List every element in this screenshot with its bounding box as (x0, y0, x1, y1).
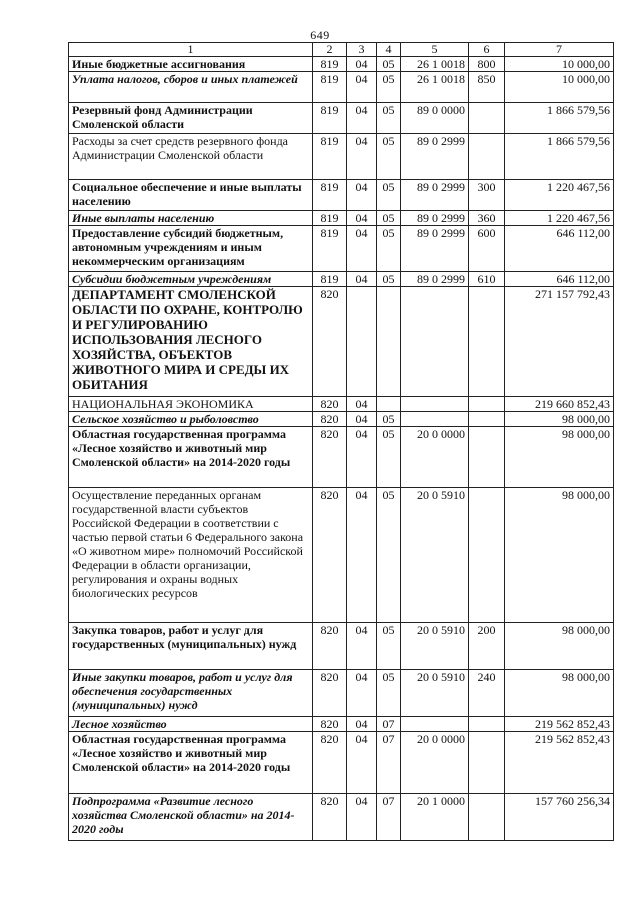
amount-cell: 10 000,00 (505, 72, 614, 103)
agency-code-cell: 820 (313, 623, 347, 670)
table-row (69, 134, 614, 180)
amount-cell: 1 220 467,56 (505, 180, 614, 211)
amount-cell: 219 562 852,43 (505, 732, 614, 794)
expense-type-cell (469, 717, 505, 732)
row-name-cell: Предоставление субсидий бюджетным, автономным учреждениям и иным некоммерческим организациям (69, 226, 313, 272)
table-row (69, 412, 614, 427)
agency-code-cell: 820 (313, 412, 347, 427)
target-article-cell (401, 412, 469, 427)
amount-cell: 646 112,00 (505, 226, 614, 272)
table-row (69, 287, 614, 397)
row-name-cell: Резервный фонд Администрации Смоленской области (69, 103, 313, 134)
agency-code-cell: 819 (313, 57, 347, 72)
subsection-code-cell: 05 (377, 211, 401, 226)
subsection-code-cell: 05 (377, 427, 401, 488)
target-article-cell (401, 397, 469, 412)
table-row (69, 211, 614, 226)
table-row (69, 57, 614, 72)
row-name-cell: Иные закупки товаров, работ и услуг для обеспечения государственных (муниципальных) нужд (69, 670, 313, 717)
section-code-cell: 04 (347, 397, 377, 412)
section-code-cell: 04 (347, 427, 377, 488)
amount-cell: 219 562 852,43 (505, 717, 614, 732)
target-article-cell: 20 1 0000 (401, 794, 469, 841)
table-row (69, 623, 614, 670)
subsection-code-cell: 05 (377, 488, 401, 623)
agency-code-cell: 820 (313, 287, 347, 397)
expense-type-cell (469, 732, 505, 794)
section-code-cell: 04 (347, 670, 377, 717)
amount-cell: 1 866 579,56 (505, 103, 614, 134)
subsection-code-cell: 07 (377, 717, 401, 732)
row-name-cell: Субсидии бюджетным учреждениям (69, 272, 313, 287)
table-row (69, 72, 614, 103)
budget-table (68, 42, 614, 841)
agency-code-cell: 819 (313, 272, 347, 287)
subsection-code-cell: 05 (377, 103, 401, 134)
agency-code-cell: 819 (313, 180, 347, 211)
column-header-6: 6 (469, 43, 505, 57)
agency-code-cell: 820 (313, 794, 347, 841)
expense-type-cell (469, 412, 505, 427)
row-name-cell: Иные бюджетные ассигнования (69, 57, 313, 72)
agency-code-cell: 819 (313, 134, 347, 180)
subsection-code-cell (377, 397, 401, 412)
expense-type-cell (469, 427, 505, 488)
expense-type-cell (469, 103, 505, 134)
expense-type-cell (469, 287, 505, 397)
agency-code-cell: 820 (313, 427, 347, 488)
agency-code-cell: 820 (313, 732, 347, 794)
target-article-cell: 89 0 0000 (401, 103, 469, 134)
row-name-cell: Сельское хозяйство и рыболовство (69, 412, 313, 427)
expense-type-cell: 200 (469, 623, 505, 670)
subsection-code-cell: 07 (377, 732, 401, 794)
section-code-cell: 04 (347, 794, 377, 841)
subsection-code-cell: 07 (377, 794, 401, 841)
expense-type-cell: 610 (469, 272, 505, 287)
subsection-code-cell: 05 (377, 412, 401, 427)
section-code-cell: 04 (347, 272, 377, 287)
subsection-code-cell: 05 (377, 623, 401, 670)
subsection-code-cell: 05 (377, 57, 401, 72)
row-name-cell: НАЦИОНАЛЬНАЯ ЭКОНОМИКА (69, 397, 313, 412)
section-code-cell (347, 287, 377, 397)
agency-code-cell: 820 (313, 397, 347, 412)
section-code-cell: 04 (347, 623, 377, 670)
amount-cell: 98 000,00 (505, 623, 614, 670)
column-header-2: 2 (313, 43, 347, 57)
amount-cell: 219 660 852,43 (505, 397, 614, 412)
amount-cell: 10 000,00 (505, 57, 614, 72)
target-article-cell (401, 717, 469, 732)
table-row (69, 226, 614, 272)
amount-cell: 98 000,00 (505, 412, 614, 427)
target-article-cell: 20 0 5910 (401, 623, 469, 670)
agency-code-cell: 819 (313, 211, 347, 226)
section-code-cell: 04 (347, 72, 377, 103)
table-header-row (69, 43, 614, 57)
table-row (69, 103, 614, 134)
row-name-cell: Уплата налогов, сборов и иных платежей (69, 72, 313, 103)
subsection-code-cell: 05 (377, 134, 401, 180)
row-name-cell: Расходы за счет средств резервного фонда Администрации Смоленской области (69, 134, 313, 180)
amount-cell: 98 000,00 (505, 488, 614, 623)
section-code-cell: 04 (347, 412, 377, 427)
target-article-cell: 20 0 5910 (401, 488, 469, 623)
expense-type-cell: 360 (469, 211, 505, 226)
target-article-cell: 89 0 2999 (401, 180, 469, 211)
expense-type-cell: 850 (469, 72, 505, 103)
section-code-cell: 04 (347, 732, 377, 794)
amount-cell: 1 866 579,56 (505, 134, 614, 180)
target-article-cell: 89 0 2999 (401, 226, 469, 272)
row-name-cell: Областная государственная программа «Лесное хозяйство и животный мир Смоленской области» на 2014-2020 годы (69, 427, 313, 488)
target-article-cell: 20 0 5910 (401, 670, 469, 717)
row-name-cell: Социальное обеспечение и иные выплаты населению (69, 180, 313, 211)
column-header-7: 7 (505, 43, 614, 57)
target-article-cell: 26 1 0018 (401, 72, 469, 103)
row-name-cell: Закупка товаров, работ и услуг для государственных (муниципальных) нужд (69, 623, 313, 670)
amount-cell: 646 112,00 (505, 272, 614, 287)
subsection-code-cell: 05 (377, 670, 401, 717)
agency-code-cell: 819 (313, 72, 347, 103)
target-article-cell: 26 1 0018 (401, 57, 469, 72)
table-row (69, 180, 614, 211)
expense-type-cell: 240 (469, 670, 505, 717)
target-article-cell: 89 0 2999 (401, 272, 469, 287)
agency-code-cell: 820 (313, 488, 347, 623)
section-code-cell: 04 (347, 717, 377, 732)
expense-type-cell (469, 134, 505, 180)
column-header-4: 4 (377, 43, 401, 57)
expense-type-cell (469, 397, 505, 412)
page-number: 649 (310, 28, 330, 42)
table-row (69, 670, 614, 717)
section-code-cell: 04 (347, 103, 377, 134)
subsection-code-cell: 05 (377, 180, 401, 211)
column-header-3: 3 (347, 43, 377, 57)
agency-code-cell: 820 (313, 717, 347, 732)
section-code-cell: 04 (347, 211, 377, 226)
table-row (69, 488, 614, 623)
amount-cell: 98 000,00 (505, 427, 614, 488)
amount-cell: 1 220 467,56 (505, 211, 614, 226)
section-code-cell: 04 (347, 57, 377, 72)
target-article-cell: 20 0 0000 (401, 427, 469, 488)
subsection-code-cell: 05 (377, 226, 401, 272)
table-row (69, 717, 614, 732)
subsection-code-cell: 05 (377, 272, 401, 287)
subsection-code-cell: 05 (377, 72, 401, 103)
column-header-1: 1 (69, 43, 313, 57)
agency-code-cell: 819 (313, 226, 347, 272)
expense-type-cell (469, 488, 505, 623)
agency-code-cell: 820 (313, 670, 347, 717)
section-code-cell: 04 (347, 134, 377, 180)
target-article-cell: 89 0 2999 (401, 211, 469, 226)
column-header-5: 5 (401, 43, 469, 57)
expense-type-cell: 800 (469, 57, 505, 72)
amount-cell: 271 157 792,43 (505, 287, 614, 397)
target-article-cell: 20 0 0000 (401, 732, 469, 794)
row-name-cell: Осуществление переданных органам государственной власти субъектов Российской Федерации в соответствии с частью первой статьи 6 Федерального закона «О животном мире» полномочий Российской Федерации в области организации, регулирования и охраны водных биологических ресурсов (69, 488, 313, 623)
subsection-code-cell (377, 287, 401, 397)
table-row (69, 272, 614, 287)
amount-cell: 157 760 256,34 (505, 794, 614, 841)
expense-type-cell: 300 (469, 180, 505, 211)
table-row (69, 397, 614, 412)
table-row (69, 427, 614, 488)
target-article-cell: 89 0 2999 (401, 134, 469, 180)
row-name-cell: Иные выплаты населению (69, 211, 313, 226)
section-code-cell: 04 (347, 180, 377, 211)
amount-cell: 98 000,00 (505, 670, 614, 717)
expense-type-cell: 600 (469, 226, 505, 272)
row-name-cell: Лесное хозяйство (69, 717, 313, 732)
table-row (69, 794, 614, 841)
expense-type-cell (469, 794, 505, 841)
target-article-cell (401, 287, 469, 397)
row-name-cell: Областная государственная программа «Лесное хозяйство и животный мир Смоленской области» на 2014-2020 годы (69, 732, 313, 794)
section-code-cell: 04 (347, 226, 377, 272)
agency-code-cell: 819 (313, 103, 347, 134)
section-code-cell: 04 (347, 488, 377, 623)
row-name-cell: Подпрограмма «Развитие лесного хозяйства Смоленской области» на 2014-2020 годы (69, 794, 313, 841)
table-row (69, 732, 614, 794)
row-name-cell: ДЕПАРТАМЕНТ СМОЛЕНСКОЙ ОБЛАСТИ ПО ОХРАНЕ, КОНТРОЛЮ И РЕГУЛИРОВАНИЮ ИСПОЛЬЗОВАНИЯ ЛЕСНОГО ХОЗЯЙСТВА, ОБЪЕКТОВ ЖИВОТНОГО МИРА И СРЕДЫ ИХ ОБИТАНИЯ (69, 287, 313, 397)
